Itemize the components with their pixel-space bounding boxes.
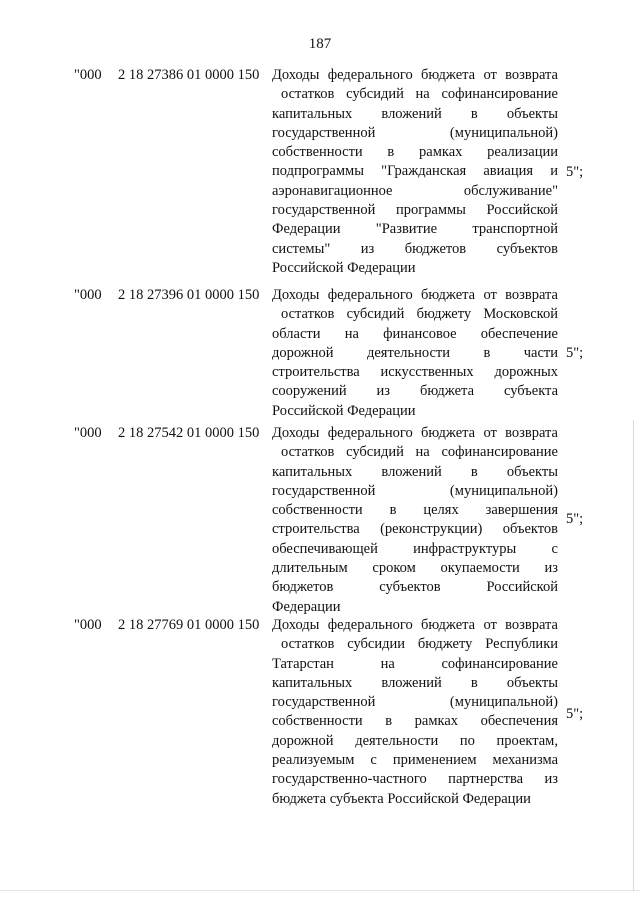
description-line: строительства искусственных дорожных (272, 364, 558, 381)
page-bottom-line (0, 890, 640, 891)
row-value: 5"; (566, 511, 584, 527)
description-line: подпрограммы "Гражданская авиация и (272, 163, 558, 180)
description-line: аэронавигационное обслуживание" (272, 182, 558, 199)
description-line: сооружений из бюджета субъекта (272, 383, 558, 400)
description-line: дорожной деятельности по проектам, (272, 732, 558, 749)
description-line: государственной программы Российской (272, 202, 558, 219)
row-quote-prefix: "000 (74, 425, 102, 441)
row-quote-prefix: "000 (74, 67, 102, 83)
description-line: собственности в рамках реализации (272, 144, 558, 161)
row-budget-code: 2 18 27769 01 0000 150 (118, 617, 260, 633)
description-line: Российской Федерации (272, 402, 416, 419)
description-line: Федерации "Развитие транспортной (272, 221, 558, 238)
description-line: обеспечивающей инфраструктуры с (272, 540, 558, 557)
description-line: строительства (реконструкции) объектов (272, 521, 558, 538)
description-line: Татарстан на софинансирование (272, 655, 558, 672)
description-line: собственности в рамках обеспечения (272, 713, 558, 730)
description-line: остатков субсидии бюджету Республики (281, 636, 558, 653)
description-line: государственной (муниципальной) (272, 482, 558, 499)
description-line: остатков субсидий на софинансирование (281, 86, 558, 103)
page-number: 187 (308, 36, 332, 52)
description-line: Российской Федерации (272, 259, 416, 276)
row-description (272, 66, 558, 278)
description-line: дорожной деятельности в части (272, 344, 558, 361)
description-line: реализуемым с применением механизма (272, 752, 558, 769)
row-budget-code: 2 18 27542 01 0000 150 (118, 425, 260, 441)
row-value: 5"; (566, 345, 584, 361)
description-line: Федерации (272, 598, 341, 615)
description-line: Доходы федерального бюджета от возврата (272, 287, 558, 303)
description-line: государственной (муниципальной) (272, 124, 558, 141)
row-budget-code: 2 18 27386 01 0000 150 (118, 67, 260, 83)
description-line: капитальных вложений в объекты (272, 463, 558, 480)
description-line: бюджета субъекта Российской Федерации (272, 790, 531, 807)
row-description (272, 286, 558, 421)
description-line: Доходы федерального бюджета от возврата (272, 425, 558, 441)
description-line: государственно-частного партнерства из (272, 771, 558, 788)
row-budget-code: 2 18 27396 01 0000 150 (118, 287, 260, 303)
row-description (272, 616, 558, 809)
description-line: государственной (муниципальной) (272, 694, 558, 711)
row-value: 5"; (566, 706, 584, 722)
description-line: длительным сроком окупаемости из (272, 560, 558, 577)
description-line: области на финансовое обеспечение (272, 325, 558, 342)
description-line: собственности в целях завершения (272, 502, 558, 519)
description-line: бюджетов субъектов Российской (272, 579, 558, 596)
page-edge-line (633, 420, 634, 890)
row-value: 5"; (566, 164, 584, 180)
row-quote-prefix: "000 (74, 617, 102, 633)
description-line: капитальных вложений в объекты (272, 674, 558, 691)
description-line: капитальных вложений в объекты (272, 105, 558, 122)
description-line: остатков субсидий бюджету Московской (281, 306, 558, 323)
row-quote-prefix: "000 (74, 287, 102, 303)
description-line: Доходы федерального бюджета от возврата (272, 617, 558, 633)
description-line: Доходы федерального бюджета от возврата (272, 67, 558, 83)
row-description (272, 424, 558, 617)
description-line: остатков субсидий на софинансирование (281, 444, 558, 461)
description-line: системы" из бюджетов субъектов (272, 240, 558, 257)
